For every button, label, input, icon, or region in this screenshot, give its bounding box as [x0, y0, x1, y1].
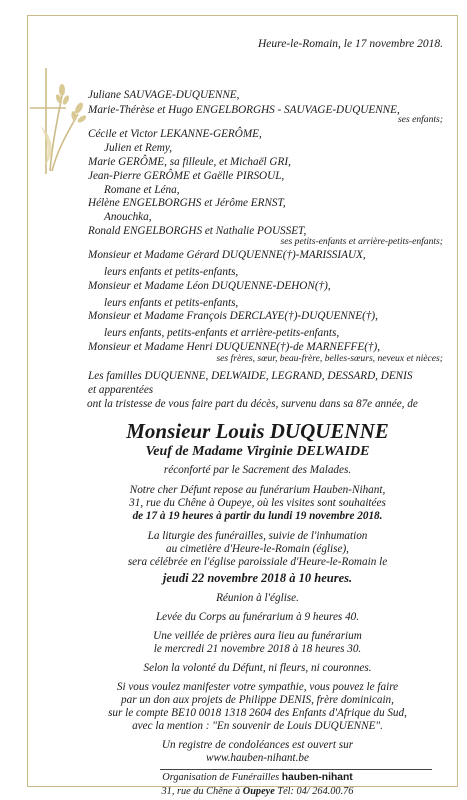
hauben-nihant-logo: hauben-nihant [281, 772, 353, 783]
family-member-line: Romane et Léna, [104, 184, 180, 196]
footer-org [60, 772, 455, 784]
family-member-line: Juliane SAUVAGE-DUQUENNE, [88, 89, 240, 101]
dateline: Heure-le-Romain, le 17 novembre 2018. [257, 38, 443, 50]
repose-line-1: Notre cher Défunt repose au funérarium Hauben-Nihant, [129, 484, 386, 496]
footer-tel: Tél: 04/ 264.00.76 [277, 786, 354, 797]
family-member-line: Hélène ENGELBORGHS et Jérôme ERNST, [88, 197, 286, 209]
family-member-line: Monsieur et Madame Gérard DUQUENNE(†)-MARISSIAUX, [88, 249, 366, 261]
liturgy-line-2: au cimetière d'Heure-le-Romain (église), [166, 543, 349, 555]
sacrament-line: réconforté par le Sacrement des Malades. [163, 464, 352, 476]
repose-line-2: 31, rue du Chêne à Oupeye, où les visites sont souhaitées [129, 497, 386, 509]
family-member-line: leurs enfants et petits-enfants, [104, 266, 239, 278]
liturgy-line-1: La liturgie des funérailles, suivie de l'inhumation [147, 530, 368, 542]
register-link[interactable]: www.hauben-nihant.be [206, 752, 309, 764]
repose-line-3: de 17 à 19 heures à partir du lundi 19 novembre 2018. [132, 510, 383, 522]
sympathy-line-2: par un don aux projets de Philippe DENIS, frère dominicain, [121, 694, 394, 706]
veillee-line-2: le mercredi 21 novembre 2018 à 18 heures 30. [153, 643, 362, 655]
family-member-line: Monsieur et Madame Léon DUQUENNE-DEHON(†), [88, 280, 331, 292]
family-member-line: Les familles DUQUENNE, DELWAIDE, LEGRAND, DESSARD, DENIS [88, 370, 413, 382]
family-member-line: Ronald ENGELBORGHS et Nathalie POUSSET, [88, 225, 307, 237]
levee-line: Levée du Corps au funérarium à 9 heures 40. [155, 611, 360, 623]
family-member-line: leurs enfants, petits-enfants et arrière-petits-enfants, [104, 327, 340, 339]
wish-line: Selon la volonté du Défunt, ni fleurs, ni couronnes. [143, 662, 372, 674]
announcement-line [87, 397, 418, 411]
cross-wheat-emblem-icon [26, 66, 86, 176]
family-role-line: ses petits-enfants et arrière-petits-enfants; [280, 236, 443, 247]
family-member-line: Jean-Pierre GERÔME et Gaëlle PIRSOUL, [88, 170, 285, 182]
liturgy-date: jeudi 22 novembre 2018 à 10 heures. [162, 571, 353, 585]
family-role-line: ses frères, sœur, beau-frère, belles-sœurs, neveux et nièces; [216, 353, 443, 364]
family-member-line: Julien et Remy, [104, 142, 173, 154]
announcement-text: ont la tristesse de vous faire part du décès, survenu dans sa 87e année, de [87, 398, 418, 410]
footer-address-prefix: 31, rue du Chêne à [161, 786, 241, 797]
family-member-line: Marie GERÔME, sa filleule, et Michaël GRI, [88, 156, 291, 168]
sympathy-line-4: avec la mention : "En souvenir de Louis DUQUENNE". [132, 720, 383, 732]
liturgy-line-3: sera célébrée en l'église paroissiale d'Heure-le-Romain le [127, 556, 388, 568]
family-member-line: Anouchka, [104, 211, 152, 223]
footer-town: Oupeye [242, 786, 275, 797]
family-member-line: Monsieur et Madame Henri DUQUENNE(†)-de MARNEFFE(†), [88, 341, 381, 353]
family-member-line: Marie-Thérèse et Hugo ENGELBORGHS - SAUVAGE-DUQUENNE, [88, 104, 400, 116]
family-member-line: Cécile et Victor LEKANNE-GERÔME, [88, 128, 262, 140]
family-role-line: ses enfants; [397, 114, 443, 125]
family-member-line: Monsieur et Madame François DERCLAYE(†)-DUQUENNE(†), [88, 310, 378, 322]
deceased-spouse: Veuf de Madame Virginie DELWAIDE [145, 444, 370, 459]
footer-rule [160, 769, 432, 770]
footer-address [60, 786, 455, 798]
family-member-line: leurs enfants et petits-enfants, [104, 297, 239, 309]
family-member-line: et apparentées [88, 384, 154, 396]
footer-org-prefix: Organisation de Funérailles [162, 772, 280, 783]
deceased-name: Monsieur Louis DUQUENNE [126, 419, 389, 443]
veillee-line-1: Une veillée de prières aura lieu au funérarium [153, 630, 362, 642]
reunion-line: Réunion à l'église. [216, 592, 299, 604]
sympathy-line-3: sur le compte BE10 0018 1318 2604 des Enfants d'Afrique du Sud, [108, 707, 407, 719]
register-line-1: Un registre de condoléances est ouvert sur [161, 739, 354, 751]
sympathy-line-1: Si vous voulez manifester votre sympathie, vous pouvez le faire [116, 681, 399, 693]
